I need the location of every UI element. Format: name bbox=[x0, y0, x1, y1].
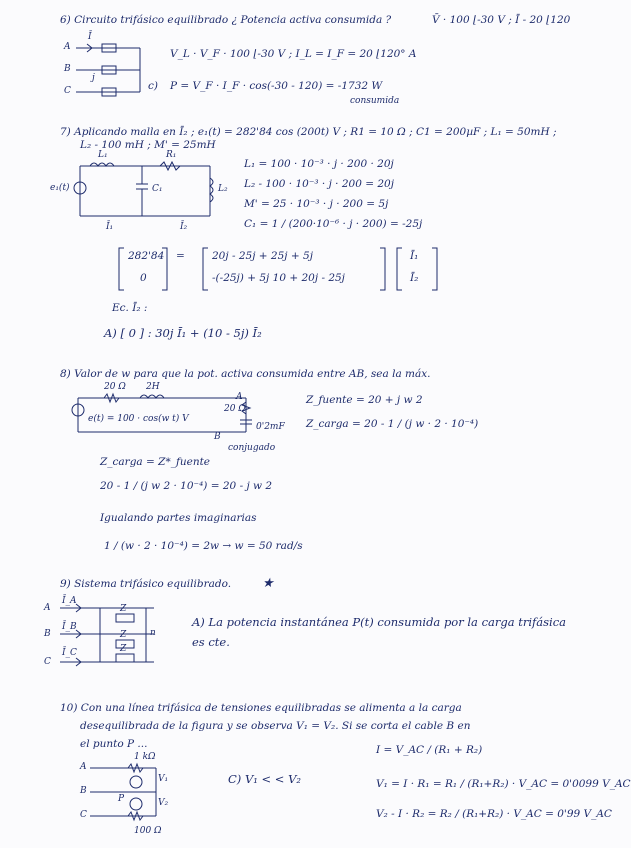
p9-node-b: B bbox=[44, 629, 51, 639]
p10-v1-label: V₁ bbox=[158, 774, 169, 784]
p9-z-2: Z bbox=[120, 630, 127, 640]
p10-header-2: desequilibrada de la figura y se observa V₁ = V₂. Si se corta el cable B en bbox=[80, 720, 471, 732]
p8-node-a: A bbox=[236, 392, 243, 402]
p10-header-3: el punto P ... bbox=[80, 738, 148, 750]
p10-r-top: 1 kΩ bbox=[134, 752, 156, 762]
p7-ec-label: Ec. Ī₂ : bbox=[112, 302, 148, 314]
p9-star-icon: ★ bbox=[262, 576, 274, 591]
p7-value-l2: L₂ - 100 · 10⁻³ · j · 200 = 20j bbox=[244, 178, 394, 190]
p9-circuit-diagram bbox=[54, 600, 164, 672]
p7-lhs-top: 282'84 bbox=[128, 250, 165, 262]
p8-r2-label: 20 Ω bbox=[224, 404, 246, 414]
p6-node-a: A bbox=[64, 42, 71, 52]
p7-vec-2: Ī₂ bbox=[410, 272, 419, 284]
p7-answer: A) [ 0 ] : 30j Ī₁ + (10 - 5j) Ī₂ bbox=[104, 326, 262, 340]
p9-z-1: Z bbox=[120, 604, 127, 614]
p6-given: V̄ · 100 ⌊-30 V ; Ī - 20 ⌊120 bbox=[432, 14, 571, 26]
p7-value-l1: L₁ = 100 · 10⁻³ · j · 200 · 20j bbox=[244, 158, 394, 170]
p10-eq-i: I = V_AC / (R₁ + R₂) bbox=[376, 744, 483, 756]
p8-r-label: 20 Ω bbox=[104, 382, 126, 392]
p8-final: 1 / (w · 2 · 10⁻⁴) = 2w → w = 50 rad/s bbox=[104, 540, 303, 552]
p6-node-b: B bbox=[64, 64, 71, 74]
p6-eq1: V_L · V_F · 100 ⌊-30 V ; I_L = I_F = 20 ⌊120° A bbox=[170, 48, 417, 60]
p10-r-bottom: 100 Ω bbox=[134, 826, 162, 836]
p6-note: consumida bbox=[350, 96, 400, 106]
p7-l1: L₁ bbox=[98, 150, 108, 160]
p7-circuit-diagram bbox=[60, 156, 220, 226]
p8-source: e(t) = 100 · cos(w t) V bbox=[88, 414, 189, 424]
p9-answer: A) La potencia instantánea P(t) consumida por la carga trifásica es cte. bbox=[192, 615, 567, 649]
p9-label-ib: Ī_B bbox=[62, 622, 77, 632]
p7-c1: C₁ bbox=[152, 184, 163, 194]
p7-value-c1: C₁ = 1 / (200·10⁻⁶ · j · 200) = -25j bbox=[244, 218, 423, 230]
p6-header: 6) Circuito trifásico equilibrado ¿ Potencia activa consumida ? bbox=[60, 14, 392, 26]
p8-eq-zc: Z_carga = Z*_fuente bbox=[100, 456, 211, 468]
p7-i2: Ī₂ bbox=[180, 222, 188, 232]
p9-header: 9) Sistema trifásico equilibrado. bbox=[60, 578, 232, 590]
p10-v2-label: V₂ bbox=[158, 798, 169, 808]
p7-header-2: L₂ - 100 mH ; M' = 25mH bbox=[80, 139, 216, 151]
p10-header: 10) Con una línea trifásica de tensiones equilibradas se alimenta a la carga bbox=[60, 702, 462, 714]
p8-node-b: B bbox=[214, 432, 221, 442]
p7-vec-1: Ī₁ bbox=[410, 250, 419, 262]
p9-node-c: C bbox=[44, 657, 51, 667]
p9-label-ia: Ī_A bbox=[62, 596, 77, 606]
p6-eq2: P = V_F · I_F · cos(-30 - 120) = -1732 W bbox=[170, 80, 383, 92]
p9-label-ic: Ī_C bbox=[62, 648, 77, 658]
p7-value-m: M' = 25 · 10⁻³ · j · 200 = 5j bbox=[244, 198, 389, 210]
p8-conj-note: conjugado bbox=[228, 443, 276, 453]
p7-r1: R₁ bbox=[166, 150, 177, 160]
p8-z-carga: Z_carga = 20 - 1 / (j w · 2 · 10⁻⁴) bbox=[306, 418, 479, 430]
p8-l-label: 2H bbox=[146, 382, 160, 392]
p10-node-c: C bbox=[80, 810, 87, 820]
p6-circuit-diagram bbox=[62, 36, 152, 98]
p7-lhs-bottom: 0 bbox=[140, 272, 147, 284]
p10-node-a: A bbox=[80, 762, 87, 772]
p9-neutral: n bbox=[150, 628, 156, 638]
p8-igualando: Igualando partes imaginarias bbox=[100, 512, 257, 524]
p10-node-b: B bbox=[80, 786, 87, 796]
p6-current-label: Ī bbox=[88, 32, 92, 42]
p7-i1: Ī₁ bbox=[106, 222, 114, 232]
p10-eq-v1: V₁ = I · R₁ = R₁ / (R₁+R₂) · V_AC = 0'0099 V_AC bbox=[376, 778, 631, 790]
p7-matrix-row-2: -(-25j) + 5j 10 + 20j - 25j bbox=[212, 272, 345, 284]
p8-c-label: 0'2mF bbox=[256, 422, 285, 432]
p6-node-c: C bbox=[64, 86, 71, 96]
p6-eq2-prefix: c) bbox=[148, 80, 158, 92]
p7-l2: L₂ bbox=[218, 184, 228, 194]
p10-eq-v2: V₂ - I · R₂ = R₂ / (R₁+R₂) · V_AC = 0'99 V_AC bbox=[376, 808, 612, 820]
p6-imp-label: j bbox=[92, 73, 95, 83]
p8-eq-line: 20 - 1 / (j w 2 · 10⁻⁴) = 20 - j w 2 bbox=[100, 480, 273, 492]
p7-matrix-row-1: 20j - 25j + 25j + 5j bbox=[212, 250, 313, 262]
p7-e1: e₁(t) bbox=[50, 183, 70, 193]
p8-header: 8) Valor de w para que la pot. activa consumida entre AB, sea la máx. bbox=[60, 368, 431, 380]
p9-node-a: A bbox=[44, 603, 51, 613]
p9-z-3: Z bbox=[120, 644, 127, 654]
p10-answer: C) V₁ < < V₂ bbox=[228, 772, 302, 786]
p8-z-fuente: Z_fuente = 20 + j w 2 bbox=[306, 394, 423, 406]
p7-header: 7) Aplicando malla en Ī₂ ; e₁(t) = 282'84 cos (200t) V ; R1 = 10 Ω ; C1 = 200µF ; L₁ = 50mH ; bbox=[60, 126, 557, 138]
p7-eq-sign: = bbox=[176, 250, 185, 262]
p10-p-label: P bbox=[118, 794, 125, 804]
